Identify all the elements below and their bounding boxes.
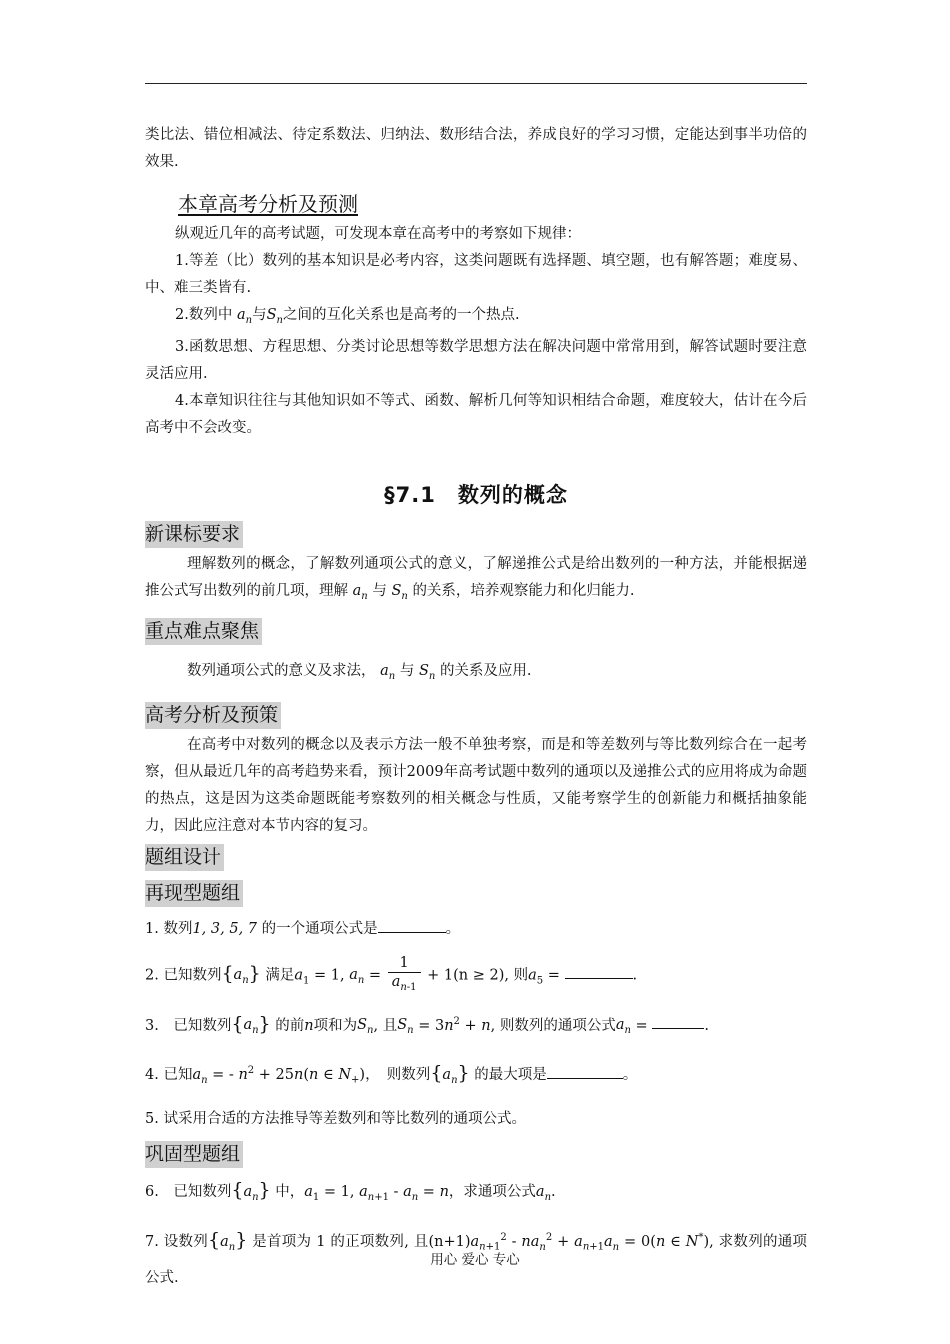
answer-blank[interactable]: [547, 1064, 623, 1079]
intro-paragraph: 类比法、错位相减法、待定系数法、归纳法、数形结合法，养成良好的学习习惯，定能达到事半功倍的效果.: [145, 127, 807, 170]
zhongdian-text: 数列通项公式的意义及求法， $a_n$ 与 $S_n$ 的关系及应用.: [187, 662, 532, 682]
analysis-item-3: 3.函数思想、方程思想、分类讨论思想等数学思想方法在解决问题中常常用到，解答试题时要注意灵活应用.: [145, 338, 807, 382]
answer-blank[interactable]: [565, 964, 633, 979]
question-5: 5. 试采用合适的方法推导等差数列和等比数列的通项公式。: [145, 1111, 526, 1127]
fraction: $\frac{1}{a_{n-1}}$: [388, 954, 421, 997]
heading-gaokao: 高考分析及预策: [145, 702, 281, 729]
analysis-item-2: 2.数列中 $a_n$与$S_n$之间的互化关系也是高考的一个热点.: [175, 307, 520, 326]
heading-xinkebiao: 新课标要求: [145, 521, 243, 548]
question-1: 1. 数列1, 3, 5, 7 的一个通项公式是 。: [145, 914, 807, 944]
heading-tizu: 题组设计: [145, 844, 224, 871]
answer-blank[interactable]: [652, 1014, 704, 1029]
question-3: 3. 已知数列$\{a_n\}$ 的前n项和为$S_n$, 且$S_n = 3n^2 + n$, 则数列的通项公式$a_n$ = .: [145, 1012, 709, 1037]
header-rule: [145, 83, 807, 84]
heading-zaixian: 再现型题组: [145, 880, 243, 907]
question-2: 2. 已知数列$\{a_n\}$ 满足$a_1 = 1$, $a_n$ = $\frac{1}{a_{n-1}}$ + 1(n ≥ 2), 则$a_5$ = .: [145, 954, 807, 997]
analysis-title: 本章高考分析及预测: [178, 192, 358, 216]
question-7: 7. 设数列$\{a_n\}$ 是首项为 1 的正项数列, 且$(n+1)a_{n+1}^2 - na_n^2 + a_{n+1}a_n = 0(n$ ∈ N*), 求数列的通项公式.: [145, 1228, 808, 1286]
heading-gonggu: 巩固型题组: [145, 1141, 243, 1168]
heading-zhongdian: 重点难点聚焦: [145, 618, 262, 645]
analysis-item-4: 4.本章知识往往与其他知识如不等式、函数、解析几何等知识相结合命题，难度较大，估计在今后高考中不会改变。: [145, 392, 807, 436]
gaokao-text: 在高考中对数列的概念以及表示方法一般不单独考察，而是和等差数列与等比数列综合在一起考察，但从最近几年的高考趋势来看，预计2009年高考试题中数列的通项以及递推公式的应用将成为命题的热点，这是因为这类命题既能考察数列的相关概念与性质，又能考察学生的创新能力和概括抽象能力，因此应注意对本节内容的复习。: [145, 736, 807, 834]
question-4: 4. 已知$a_n$ = - $n^2 + 25n(n$ ∈ $N_+$)， 则数列$\{a_n\}$ 的最大项是 。: [145, 1062, 638, 1086]
page-footer: 用心 爱心 专心: [430, 1252, 520, 1268]
analysis-item-1: 1.等差（比）数列的基本知识是必考内容，这类问题既有选择题、填空题，也有解答题；难度易、中、难三类皆有.: [145, 253, 807, 296]
analysis-lead: 纵观近几年的高考试题，可发现本章在高考中的考察如下规律：: [175, 226, 581, 242]
section-title: §7.1 数列的概念: [384, 482, 568, 507]
xinkebiao-text: 理解数列的概念，了解数列通项公式的意义，了解递推公式是给出数列的一种方法，并能根据递推公式写出数列的前几项，理解 $a_n$ 与 $S_n$ 的关系，培养观察能力和化归能力.: [145, 555, 807, 602]
answer-blank[interactable]: [378, 918, 446, 933]
question-6: 6. 已知数列$\{a_n\}$ 中，$a_1 = 1$, $a_{n+1} - a_n = n$，求通项公式$a_n$.: [145, 1179, 556, 1203]
document-body: [145, 122, 807, 1303]
